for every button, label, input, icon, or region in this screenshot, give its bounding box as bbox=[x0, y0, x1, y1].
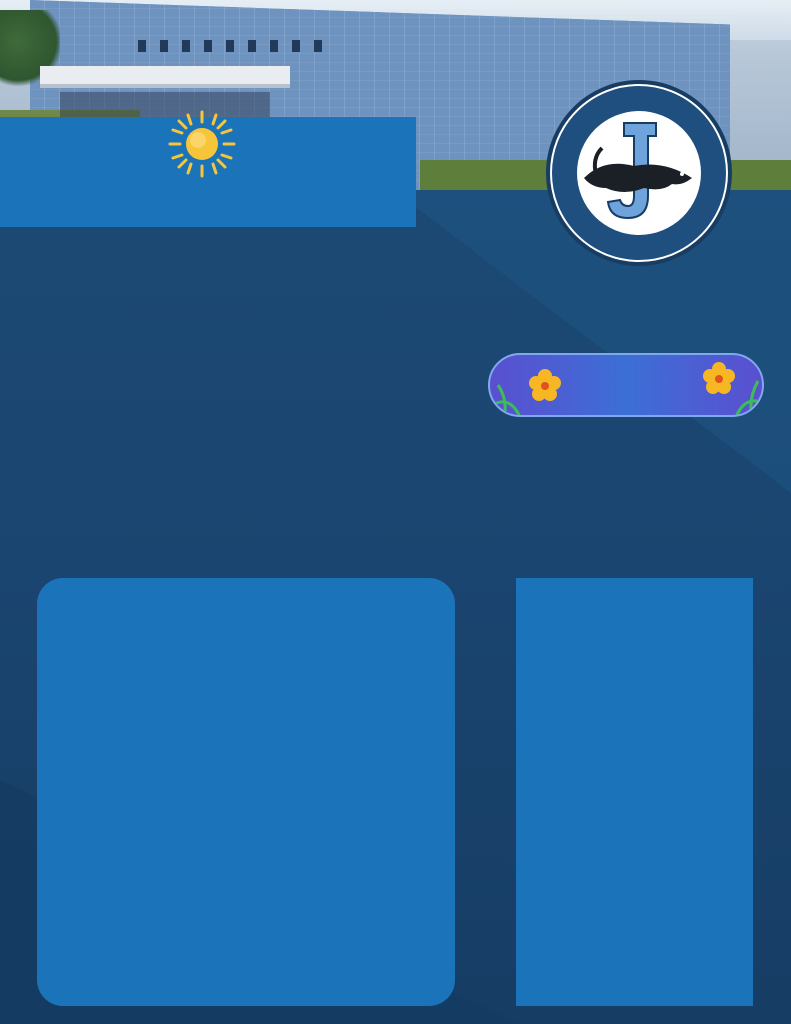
school-seal-logo bbox=[544, 78, 734, 268]
helpful-links-card bbox=[516, 578, 753, 1006]
entrance-shadow bbox=[60, 92, 270, 120]
building-windows bbox=[138, 40, 322, 52]
upcoming-events-card bbox=[37, 578, 455, 1006]
leaf-decoration bbox=[490, 355, 764, 417]
entrance-canopy bbox=[40, 66, 290, 88]
sun-icon bbox=[166, 108, 238, 180]
prom-date-badge bbox=[488, 353, 764, 417]
